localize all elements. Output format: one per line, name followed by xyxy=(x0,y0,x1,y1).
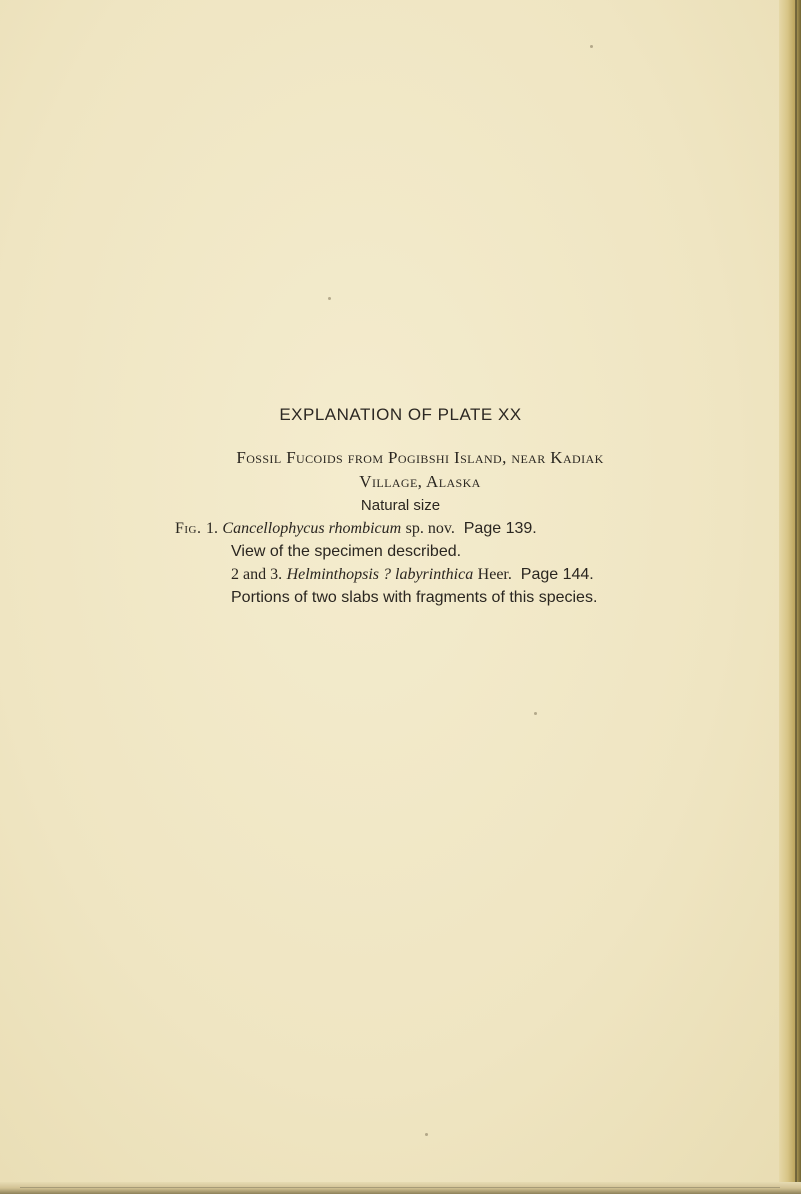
binding-shadow-line xyxy=(795,0,797,1194)
figure-number: 2 and 3. xyxy=(231,566,283,583)
scale-note: Natural size xyxy=(360,497,441,514)
species-name: Helminthopsis ? labyrinthica xyxy=(286,566,474,583)
figure-2-3-caption xyxy=(231,566,594,584)
paper-speck xyxy=(534,712,537,715)
species-authority: Heer. xyxy=(477,566,512,583)
species-name: Cancellophycus rhombicum xyxy=(222,520,402,537)
page-bottom-edge xyxy=(0,1182,801,1194)
fig-label: Fig. xyxy=(175,520,202,537)
figure-1-description: View of the specimen described. xyxy=(231,543,462,560)
figure-1-caption xyxy=(175,520,537,538)
paper-speck xyxy=(328,297,331,300)
paper-speck xyxy=(425,1133,428,1136)
paper-speck xyxy=(590,45,593,48)
figure-2-3-description: Portions of two slabs with fragments of this species. xyxy=(231,589,598,606)
subtitle-line-1: Fossil Fucoids from Pogibshi Island, near Kadiak xyxy=(236,448,604,467)
figure-number: 1. xyxy=(205,520,218,537)
species-authority: sp. nov. xyxy=(405,520,455,537)
page-reference: Page 144. xyxy=(520,566,594,583)
plate-heading: EXPLANATION OF PLATE XX xyxy=(279,405,522,424)
plate-subtitle xyxy=(170,446,670,494)
book-page-edge xyxy=(779,0,801,1194)
bottom-rule xyxy=(20,1187,780,1188)
subtitle-line-2: Village, Alaska xyxy=(359,472,481,491)
page-reference: Page 139. xyxy=(463,520,537,537)
